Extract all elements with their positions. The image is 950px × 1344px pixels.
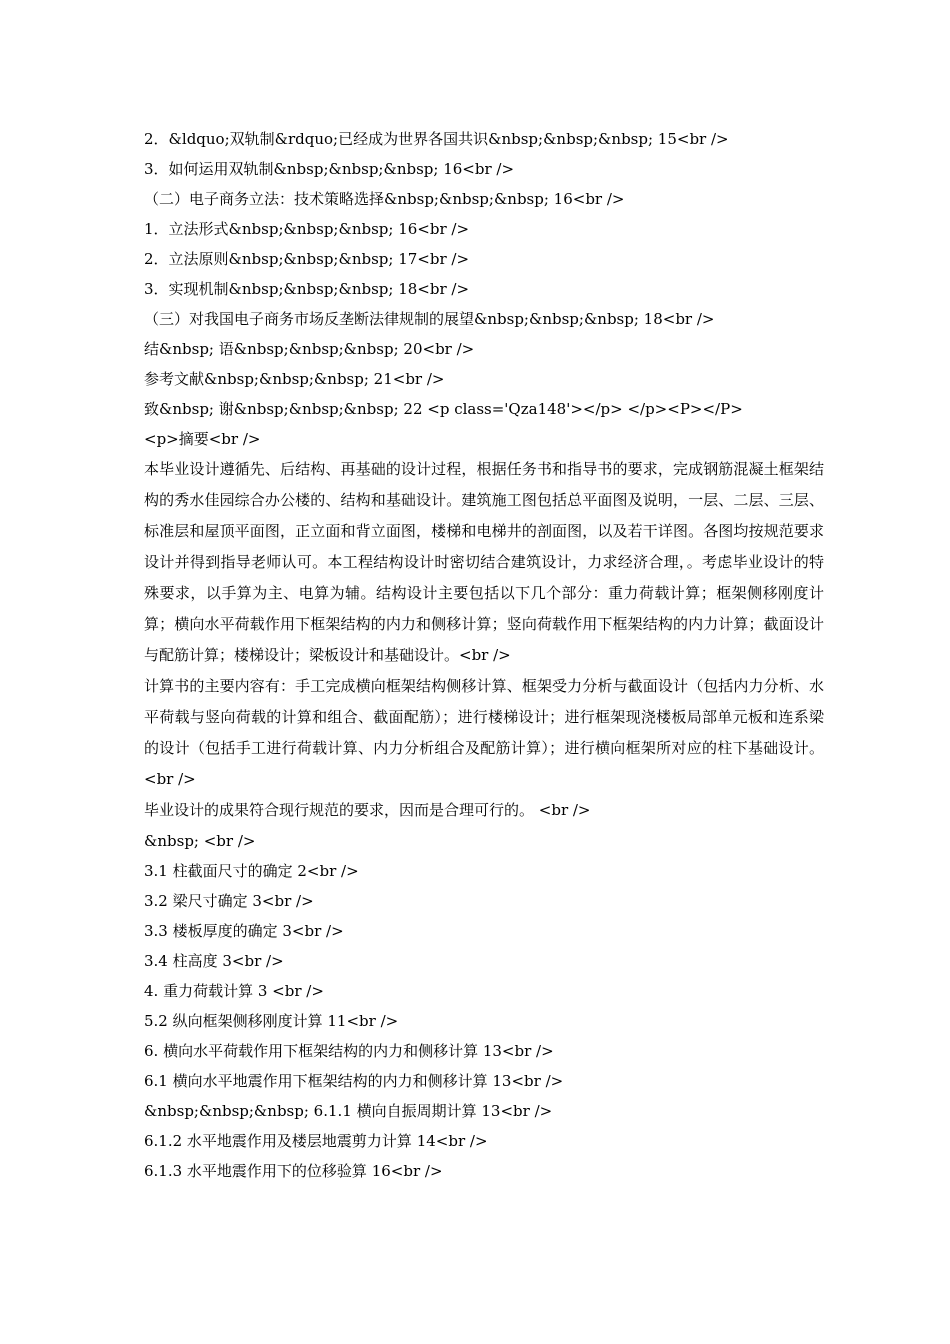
toc-line: 3.4 柱高度 3<br />	[144, 952, 284, 970]
toc-line: 结&nbsp; 语&nbsp;&nbsp;&nbsp; 20<br />	[144, 340, 475, 358]
toc-line: （三）对我国电子商务市场反垄断法律规制的展望&nbsp;&nbsp;&nbsp; 18<br />	[144, 310, 715, 328]
toc-line: 6. 横向水平荷载作用下框架结构的内力和侧移计算 13<br />	[144, 1042, 554, 1060]
toc-line: 3.2 梁尺寸确定 3<br />	[144, 892, 314, 910]
toc-line: 3.3 楼板厚度的确定 3<br />	[144, 922, 344, 940]
toc-line: 6.1 横向水平地震作用下框架结构的内力和侧移计算 13<br />	[144, 1072, 564, 1090]
document-body	[144, 124, 824, 1186]
abstract-paragraph: 毕业设计的成果符合现行规范的要求，因而是合理可行的。 <br />	[144, 801, 591, 819]
toc-line: 6.1.2 水平地震作用及楼层地震剪力计算 14<br />	[144, 1132, 488, 1150]
toc-line: （二）电子商务立法：技术策略选择&nbsp;&nbsp;&nbsp; 16<br />	[144, 190, 625, 208]
toc-line: 致&nbsp; 谢&nbsp;&nbsp;&nbsp; 22 <p class='Qza148'></p> </p><P></P>	[144, 400, 743, 418]
toc-line: 3．如何运用双轨制&nbsp;&nbsp;&nbsp; 16<br />	[144, 160, 515, 178]
toc-line: &nbsp; <br />	[144, 832, 256, 850]
toc-line: 3．实现机制&nbsp;&nbsp;&nbsp; 18<br />	[144, 280, 470, 298]
toc-line: 2．立法原则&nbsp;&nbsp;&nbsp; 17<br />	[144, 250, 470, 268]
toc-line: 3.1 柱截面尺寸的确定 2<br />	[144, 862, 359, 880]
toc-line: 2．&ldquo;双轨制&rdquo;已经成为世界各国共识&nbsp;&nbsp;&nbsp; 15<br />	[144, 130, 729, 148]
toc-line: 1．立法形式&nbsp;&nbsp;&nbsp; 16<br />	[144, 220, 470, 238]
abstract-paragraph: 计算书的主要内容有：手工完成横向框架结构侧移计算、框架受力分析与截面设计（包括内力分析、水平荷载与竖向荷载的计算和组合、截面配筋）；进行楼梯设计；进行框架现浇楼板局部单元板和连系梁的设计（包括手工进行荷载计算、内力分析组合及配筋计算）；进行横向框架所对应的柱下基础设计。<br />	[144, 677, 824, 788]
abstract-paragraph: 本毕业设计遵循先、后结构、再基础的设计过程，根据任务书和指导书的要求，完成钢筋混凝土框架结构的秀水佳园综合办公楼的、结构和基础设计。建筑施工图包括总平面图及说明，一层、二层、三层、标准层和屋顶平面图，正立面和背立面图，楼梯和电梯井的剖面图，以及若干详图。各图均按规范要求设计并得到指导老师认可。本工程结构设计时密切结合建筑设计，力求经济合理，。考虑毕业设计的特殊要求，以手算为主、电算为辅。结构设计主要包括以下几个部分：重力荷载计算；框架侧移刚度计算；横向水平荷载作用下框架结构的内力和侧移计算；竖向荷载作用下框架结构的内力计算；截面设计与配筋计算；楼梯设计；梁板设计和基础设计。<br />	[144, 460, 824, 664]
toc-line: 参考文献&nbsp;&nbsp;&nbsp; 21<br />	[144, 370, 445, 388]
toc-line: 6.1.3 水平地震作用下的位移验算 16<br />	[144, 1162, 443, 1180]
toc-line: 4. 重力荷载计算 3 <br />	[144, 982, 324, 1000]
toc-line: &nbsp;&nbsp;&nbsp; 6.1.1 横向自振周期计算 13<br />	[144, 1102, 553, 1120]
toc-line: 5.2 纵向框架侧移刚度计算 11<br />	[144, 1012, 399, 1030]
abstract-heading: <p>摘要<br />	[144, 430, 261, 448]
